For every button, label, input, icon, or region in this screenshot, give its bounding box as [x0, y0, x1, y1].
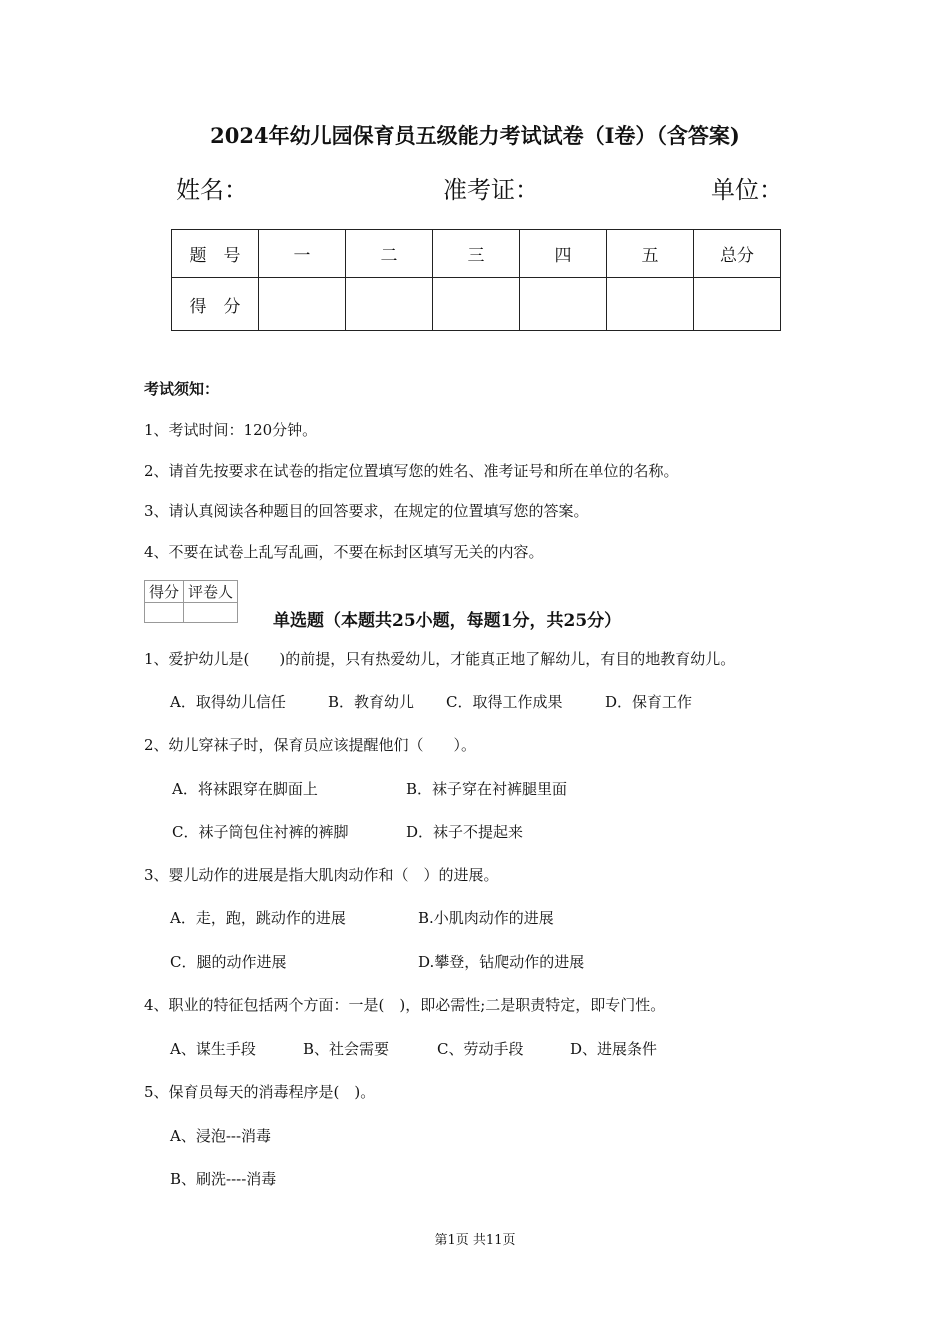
question-option: A、浸泡---消毒	[170, 1127, 272, 1145]
score-input-cell[interactable]	[346, 278, 433, 331]
score-input-cell[interactable]	[694, 278, 781, 331]
score-input-cell[interactable]	[259, 278, 346, 331]
score-header-cell: 题 号	[172, 230, 259, 278]
score-header-cell: 四	[520, 230, 607, 278]
question-option: C．腿的动作进展	[170, 953, 287, 971]
score-table	[171, 229, 781, 331]
score-input-cell[interactable]	[433, 278, 520, 331]
section-title: 单选题（本题共25小题，每题1分，共25分）	[273, 611, 622, 631]
exam-number-label: 准考证：	[443, 176, 539, 204]
question-stem: 4、职业的特征包括两个方面：一是( )，即必需性;二是职责特定，即专门性。	[144, 996, 666, 1014]
question-option: A．走，跑，跳动作的进展	[170, 909, 346, 927]
question-option: D、进展条件	[570, 1040, 658, 1058]
name-label: 姓名：	[176, 176, 248, 204]
score-input-cell[interactable]	[520, 278, 607, 331]
question-stem: 2、幼儿穿袜子时，保育员应该提醒他们（ ）。	[144, 736, 477, 754]
exam-title: 2024年幼儿园保育员五级能力考试试卷（I卷）（含答案)	[210, 123, 740, 148]
question-option: B、刷洗----消毒	[170, 1170, 277, 1188]
question-option: D.攀登，钻爬动作的进展	[418, 953, 585, 971]
question-option: C．取得工作成果	[446, 693, 563, 711]
note-item: 3、请认真阅读各种题目的回答要求，在规定的位置填写您的答案。	[144, 502, 589, 520]
question-option: B．袜子穿在衬裤腿里面	[406, 780, 568, 798]
score-row-label: 得 分	[172, 278, 259, 331]
question-option: C、劳动手段	[437, 1040, 524, 1058]
question-option: B.小肌肉动作的进展	[418, 909, 554, 927]
notes-heading: 考试须知：	[144, 380, 220, 398]
score-header-cell: 五	[607, 230, 694, 278]
unit-label: 单位：	[711, 176, 783, 204]
question-option: A、谋生手段	[170, 1040, 256, 1058]
question-option: C．袜子筒包住衬裤的裤脚	[172, 823, 349, 841]
page-footer: 第1页 共11页	[434, 1233, 516, 1248]
score-header-cell: 总分	[694, 230, 781, 278]
score-header-cell: 三	[433, 230, 520, 278]
score-header-cell: 二	[346, 230, 433, 278]
grader-score-label: 得分	[145, 581, 184, 603]
question-stem: 3、婴儿动作的进展是指大肌肉动作和（ ）的进展。	[144, 866, 499, 884]
grader-score-cell[interactable]	[145, 603, 184, 623]
grader-box	[144, 580, 238, 623]
grader-reviewer-cell[interactable]	[184, 603, 238, 623]
question-option: A．将袜跟穿在脚面上	[172, 780, 318, 798]
question-option: D．保育工作	[605, 693, 693, 711]
question-option: D．袜子不提起来	[406, 823, 524, 841]
question-stem: 1、爱护幼儿是( )的前提，只有热爱幼儿，才能真正地了解幼儿，有目的地教育幼儿。	[144, 650, 736, 668]
note-item: 1、考试时间：120分钟。	[144, 421, 318, 439]
question-option: A．取得幼儿信任	[170, 693, 286, 711]
question-stem: 5、保育员每天的消毒程序是( )。	[144, 1083, 376, 1101]
question-option: B．教育幼儿	[328, 693, 415, 711]
score-header-cell: 一	[259, 230, 346, 278]
question-option: B、社会需要	[303, 1040, 390, 1058]
score-input-cell[interactable]	[607, 278, 694, 331]
note-item: 2、请首先按要求在试卷的指定位置填写您的姓名、准考证号和所在单位的名称。	[144, 462, 679, 480]
grader-reviewer-label: 评卷人	[184, 581, 238, 603]
note-item: 4、不要在试卷上乱写乱画，不要在标封区填写无关的内容。	[144, 543, 544, 561]
